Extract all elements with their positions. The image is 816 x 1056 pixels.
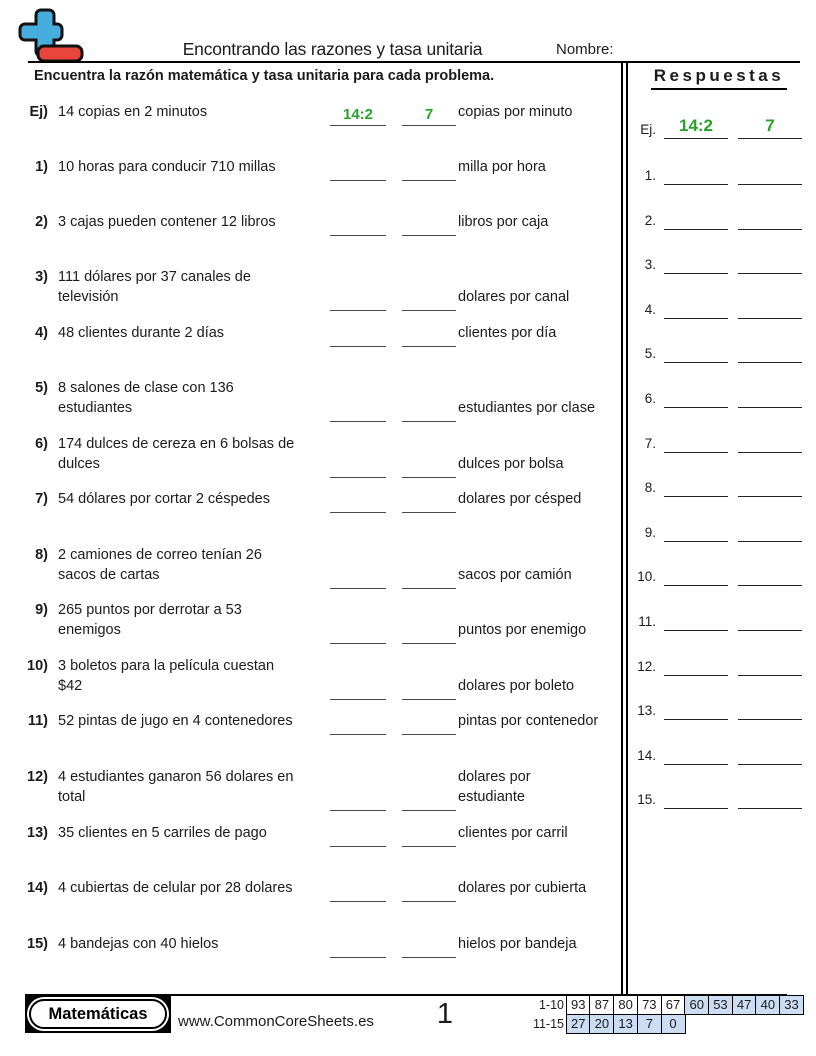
problem-text: 8 salones de clase con 136 estudiantes	[58, 380, 234, 416]
answer-row	[628, 515, 810, 542]
problem-text: 54 dólares por cortar 2 céspedes	[58, 491, 270, 507]
answer-row	[628, 559, 810, 586]
unit-label: dolares por canal	[458, 288, 570, 305]
answer-row	[628, 649, 810, 676]
unit-label: copias por minuto	[458, 104, 573, 120]
ratio-answer-blank	[330, 677, 386, 700]
problem-text: 10 horas para conducir 710 millas	[58, 159, 276, 175]
problem-number: 4)	[35, 325, 48, 341]
unit-label: clientes por día	[458, 325, 557, 341]
page-number: 1	[436, 998, 454, 1030]
ratio-answer-blank	[330, 288, 386, 311]
grade-cell: 67	[661, 995, 686, 1015]
answer-rate-blank	[738, 738, 802, 765]
answer-row	[628, 203, 810, 230]
problem-text: 14 copias en 2 minutos	[58, 104, 208, 120]
answer-row	[628, 604, 810, 631]
brand-label: Matemáticas	[29, 999, 167, 1029]
answer-row-label: 8.	[644, 480, 656, 496]
answer-rate-blank	[738, 112, 802, 139]
grade-cell: 60	[684, 995, 709, 1015]
problem-number: 2)	[35, 214, 48, 230]
answer-rate-blank	[738, 158, 802, 185]
name-label: Nombre:	[556, 41, 614, 58]
answer-ratio-blank	[664, 247, 728, 274]
answer-row-label: 1.	[644, 168, 656, 183]
rate-answer-blank	[402, 324, 456, 347]
answer-rate-blank	[738, 292, 802, 319]
answer-ratio-blank	[664, 649, 728, 676]
grade-cell: 20	[589, 1014, 614, 1034]
unit-label: clientes por carril	[458, 825, 568, 841]
answer-row	[628, 247, 810, 274]
grade-cell: 73	[637, 995, 662, 1015]
ratio-answer-blank	[330, 566, 386, 589]
page-title: Encontrando las razones y tasa unitaria	[182, 39, 483, 59]
grading-row-1	[530, 995, 804, 1015]
answer-row	[628, 158, 810, 185]
answer-row	[628, 426, 810, 453]
problem-number: 13)	[27, 825, 48, 841]
unit-label: dolares por cubierta	[458, 880, 587, 896]
unit-label: milla por hora	[458, 159, 546, 175]
answer-row-label: 2.	[644, 212, 656, 228]
answer-row	[628, 381, 810, 408]
column-divider	[621, 63, 628, 995]
answer-ratio-blank	[664, 782, 728, 809]
answer-rate-blank	[738, 515, 802, 542]
answer-rate-blank	[738, 426, 802, 453]
answer-row-label: 10.	[637, 569, 656, 585]
rate-answer-blank	[402, 566, 456, 589]
problem-number: 5)	[35, 380, 48, 396]
ratio-answer-blank	[330, 824, 386, 847]
ratio-answer-blank	[330, 712, 386, 735]
rate-answer-blank	[402, 621, 456, 644]
grade-cell: 0	[661, 1014, 686, 1034]
answer-ratio-blank	[664, 158, 728, 185]
unit-label: dulces por bolsa	[458, 455, 564, 472]
instruction-text: Encuentra la razón matemática y tasa unitaria para cada problema.	[34, 68, 495, 84]
ratio-answer-blank	[330, 879, 386, 902]
problem-number: 9)	[35, 602, 48, 618]
example-answer-rate: 7	[765, 116, 775, 135]
grading-row-1-label: 1-10	[538, 998, 564, 1012]
ratio-answer-blank	[330, 213, 386, 236]
ratio-answer-blank	[330, 103, 386, 126]
answer-row-label: 9.	[644, 524, 656, 540]
rate-answer-blank	[402, 288, 456, 311]
ratio-answer-blank	[330, 935, 386, 958]
answer-row	[628, 738, 810, 765]
rate-answer-blank	[402, 158, 456, 181]
answer-row-label: Ej.	[640, 122, 656, 137]
ratio-answer-blank	[330, 455, 386, 478]
answer-row-label: 14.	[637, 747, 656, 763]
problem-text: 3 boletos para la película cuestan $42	[58, 658, 275, 694]
problem-number: 3)	[35, 269, 48, 285]
problem-text: 2 camiones de correo tenían 26 sacos de cartas	[58, 547, 262, 583]
answer-row-label: 15.	[637, 792, 656, 808]
problem-number: 6)	[35, 436, 48, 452]
grade-cell: 87	[589, 995, 614, 1015]
problem-number: 15)	[27, 936, 48, 952]
grade-cell: 53	[708, 995, 733, 1015]
problem-number: 12)	[27, 769, 48, 785]
problem-text: 48 clientes durante 2 días	[58, 325, 225, 341]
answer-row-label: 12.	[637, 658, 656, 674]
problem-number: 1)	[35, 159, 48, 175]
unit-label: dolares por estudiante	[458, 769, 531, 805]
answer-row-label: 5.	[644, 346, 656, 362]
answer-ratio-blank	[664, 559, 728, 586]
unit-label: libros por caja	[458, 214, 549, 230]
problem-text: 3 cajas pueden contener 12 libros	[58, 214, 276, 230]
ratio-answer-blank	[330, 158, 386, 181]
answer-ratio-blank	[664, 336, 728, 363]
answer-row-label: 6.	[644, 391, 656, 406]
answer-row-label: 3.	[644, 257, 656, 273]
unit-label: estudiantes por clase	[458, 399, 596, 416]
problem-text: 265 puntos por derrotar a 53 enemigos	[58, 602, 242, 638]
answer-rate-blank	[738, 381, 802, 408]
answer-row	[628, 470, 810, 497]
unit-label: sacos por camión	[458, 566, 572, 583]
problem-text: 35 clientes en 5 carriles de pago	[58, 825, 267, 841]
answer-ratio-blank	[664, 381, 728, 408]
answer-row	[628, 782, 810, 809]
grading-row-2-label: 11-15	[532, 1016, 564, 1031]
unit-label: dolares por boleto	[458, 677, 575, 694]
rate-answer-blank	[402, 490, 456, 513]
header-rule	[28, 61, 800, 63]
grading-row-2	[530, 1014, 686, 1034]
problem-number: 7)	[35, 491, 48, 507]
grade-cell: 93	[566, 995, 591, 1015]
answer-rate-blank	[738, 336, 802, 363]
grade-cell: 40	[755, 995, 780, 1015]
answer-row	[628, 292, 810, 319]
answer-rate-blank	[738, 203, 802, 230]
rate-answer-blank	[402, 399, 456, 422]
rate-answer-blank	[402, 824, 456, 847]
rate-answer-blank	[402, 213, 456, 236]
answer-row	[628, 336, 810, 363]
answer-rate-blank	[738, 782, 802, 809]
answer-rate-blank	[738, 559, 802, 586]
grade-cell: 80	[613, 995, 638, 1015]
answer-row-label: 7.	[644, 435, 656, 451]
answer-rate-blank	[738, 470, 802, 497]
ratio-answer-blank-value: 14:2	[342, 105, 374, 123]
answer-rate-blank	[738, 604, 802, 631]
website-url: www.CommonCoreSheets.es	[178, 1013, 374, 1030]
unit-label: dolares por césped	[458, 491, 582, 507]
brand-badge	[25, 996, 171, 1033]
unit-label: hielos por bandeja	[458, 936, 577, 952]
problem-number: 8)	[35, 547, 48, 563]
ratio-answer-blank	[330, 399, 386, 422]
answer-rate-blank	[738, 649, 802, 676]
answer-row-example	[628, 112, 810, 139]
rate-answer-blank	[402, 712, 456, 735]
unit-label: puntos por enemigo	[458, 621, 587, 638]
rate-answer-blank	[402, 935, 456, 958]
example-answer-ratio: 14:2	[678, 116, 714, 135]
answer-rate-blank	[738, 247, 802, 274]
rate-answer-blank	[402, 879, 456, 902]
problem-number: Ej)	[29, 104, 48, 120]
grade-cell: 33	[779, 995, 804, 1015]
rate-answer-blank-value: 7	[424, 105, 434, 123]
problem-text: 111 dólares por 37 canales de televisión	[58, 269, 251, 305]
rate-answer-blank	[402, 103, 456, 126]
answer-rate-blank	[738, 693, 802, 720]
rate-answer-blank	[402, 677, 456, 700]
answer-ratio-blank	[664, 203, 728, 230]
grade-cell: 7	[637, 1014, 662, 1034]
rate-answer-blank	[402, 788, 456, 811]
ratio-answer-blank	[330, 788, 386, 811]
answer-ratio-blank	[664, 426, 728, 453]
grade-cell: 47	[732, 995, 757, 1015]
problem-text: 174 dulces de cereza en 6 bolsas de dulces	[58, 436, 295, 472]
answer-ratio-blank	[664, 693, 728, 720]
answer-ratio-blank	[664, 470, 728, 497]
answer-row-label: 13.	[637, 703, 656, 719]
problem-text: 52 pintas de jugo en 4 contenedores	[58, 713, 293, 729]
answer-ratio-blank	[664, 604, 728, 631]
problem-text: 4 bandejas con 40 hielos	[58, 936, 219, 952]
answers-title: Respuestas	[628, 66, 810, 90]
ratio-answer-blank	[330, 324, 386, 347]
grade-cell: 27	[566, 1014, 591, 1034]
answer-ratio-blank	[664, 738, 728, 765]
rate-answer-blank	[402, 455, 456, 478]
grade-cell: 13	[613, 1014, 638, 1034]
answer-ratio-blank	[664, 292, 728, 319]
answer-row-label: 4.	[644, 301, 656, 317]
ratio-answer-blank	[330, 490, 386, 513]
problem-text: 4 cubiertas de celular por 28 dolares	[58, 880, 293, 896]
answer-ratio-blank	[664, 515, 728, 542]
answer-row	[628, 693, 810, 720]
problem-number: 14)	[27, 880, 48, 896]
unit-label: pintas por contenedor	[458, 713, 599, 729]
problem-number: 11)	[27, 713, 48, 729]
answer-ratio-blank	[664, 112, 728, 139]
problem-number: 10)	[27, 658, 48, 674]
problem-text: 4 estudiantes ganaron 56 dolares en total	[58, 769, 294, 805]
answer-row-label: 11.	[638, 614, 656, 629]
ratio-answer-blank	[330, 621, 386, 644]
